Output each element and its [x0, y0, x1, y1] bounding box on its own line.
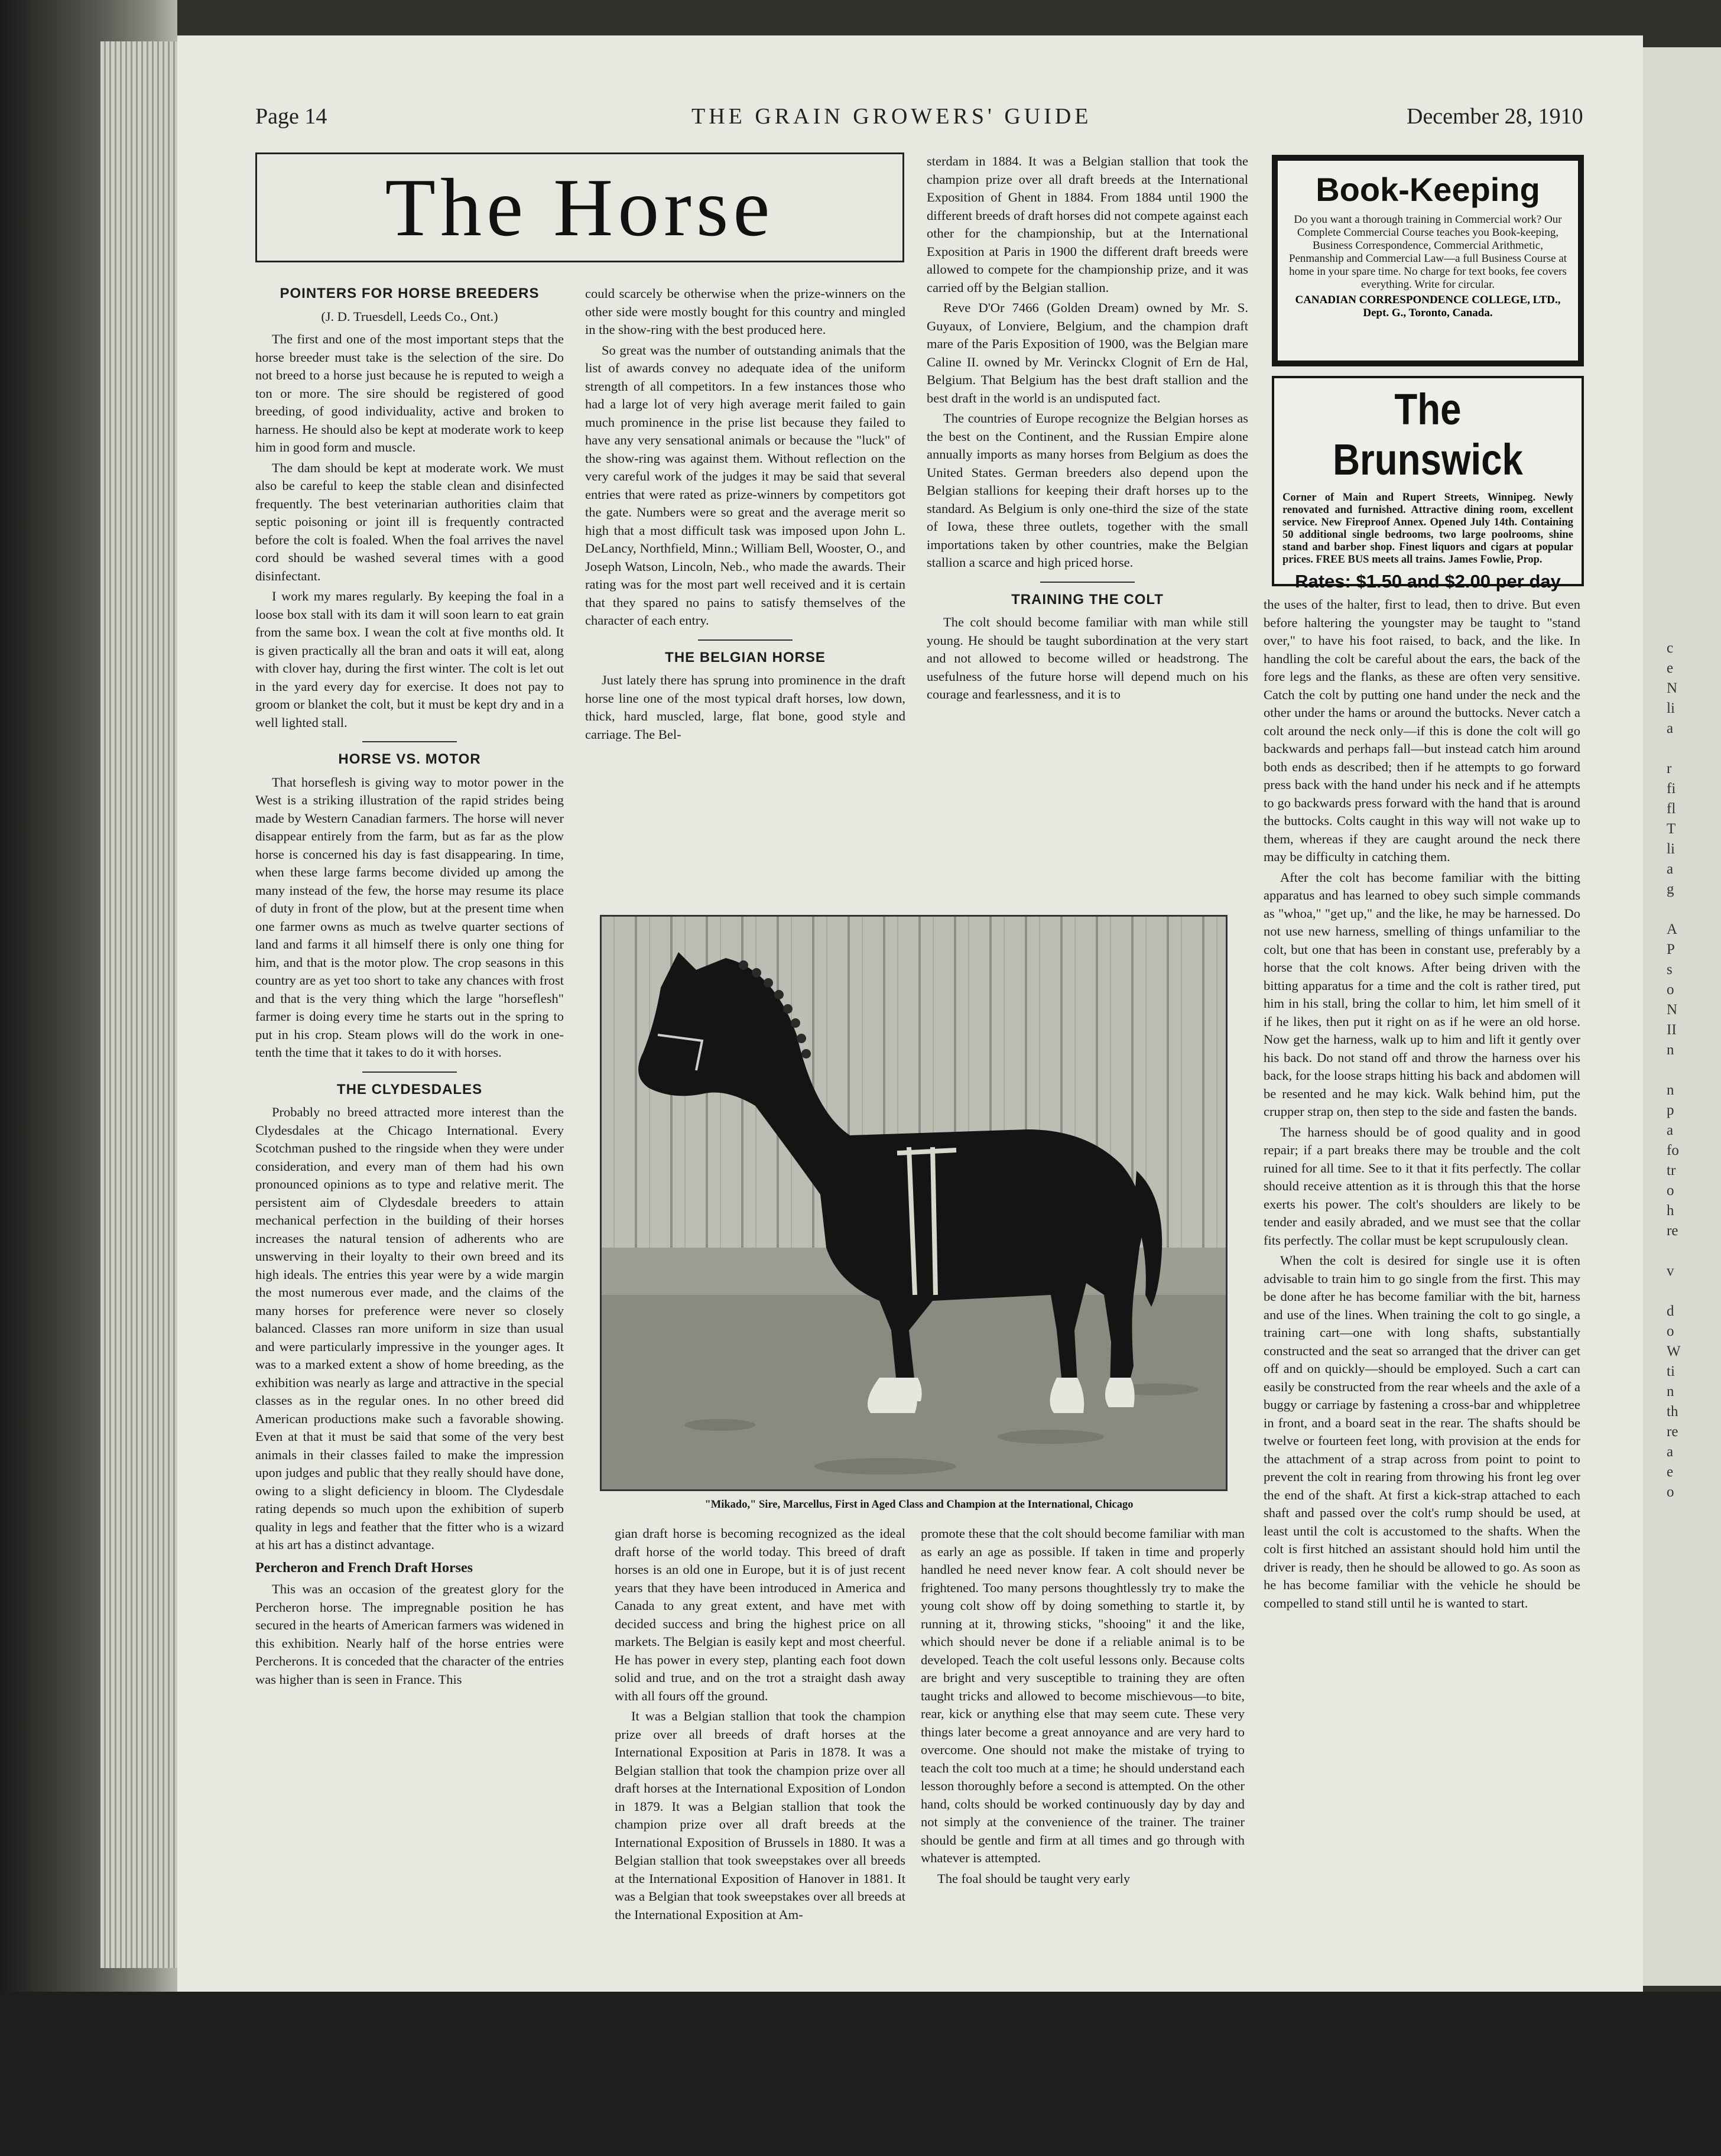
fragment-line: fl	[1667, 801, 1676, 817]
column-1	[255, 285, 564, 1999]
fragment-line: r	[1667, 761, 1672, 777]
ad-title: Book-Keeping	[1316, 171, 1540, 208]
fragment-line: W	[1667, 1343, 1681, 1359]
paragraph: gian draft horse is becoming recognized as the ideal draft horse of the world today. This breed of draft horses is an old one in Europe, but it is of just recent years that they have been introduced in America and Canada to any great extent, and have met with decided success and bring the highest price on all markets. The Belgian is easily kept and most cheerful. He has power in every step, planting each foot down solid and true, and on the trot a straight dash away with all fours off the ground.	[615, 1526, 905, 1703]
issue-date: December 28, 1910	[1407, 104, 1583, 129]
section-rule	[1040, 582, 1135, 583]
headline-training-colt: TRAINING THE COLT	[1011, 591, 1164, 608]
paragraph: could scarcely be otherwise when the prize-winners on the other side were mostly bought for this country and mingled in the show-ring with the best produced here.	[585, 286, 905, 337]
fragment-line: p	[1667, 1102, 1674, 1118]
column-2-upper	[585, 285, 905, 905]
fragment-line: o	[1667, 982, 1674, 998]
paragraph: sterdam in 1884. It was a Belgian stallion that took the champion prize over all draft breeds at the International Exposition of Ghent in 1884. From 1884 until 1900 the different breeds of draft horses did not compete against each other for the championship, but at the International Exposition at Paris in 1900 the different draft breeds were allowed to compete for the championship prize, and it was carried off by the Belgian stallion.	[927, 154, 1248, 295]
stacked-page-edges	[100, 41, 189, 1968]
fragment-line: a	[1667, 1122, 1674, 1138]
fragment-line: e	[1667, 660, 1674, 676]
publication-title: THE GRAIN GROWERS' GUIDE	[691, 104, 1092, 129]
clydesdale-stallion-image	[602, 917, 1226, 1489]
paragraph: So great was the number of outstanding animals that the list of awards convey no adequate idea of the uniform strength of all competitors. In a few instances those who had a large lot of very high average merit failed to gain much prominence in the prise list because they failed to have any very sensational animals or because the "luck" of the show-ring was against them. Without reflection on the very careful work of the judges it may be said that several entries that were rated as prize-winners by competitors got the gate. Numbers were so great and the average merit so high that a most difficult task was imposed upon John L. DeLancy, Northfield, Minn.; William Bell, Wooster, O., and Joseph Watson, Lincoln, Neb., who made the awards. Their rating was for the most part well received and it is certain that they spared no pains to satisfy themselves of the character of each entry.	[585, 342, 905, 628]
fragment-line: T	[1667, 821, 1676, 837]
ad-address: CANADIAN CORRESPONDENCE COLLEGE, LTD., Dept. G., Toronto, Canada.	[1295, 294, 1561, 319]
scan-background	[0, 1992, 1721, 2156]
paragraph: This was an occasion of the greatest glory for the Percheron horse. The impregnable position he has secured in the hearts of American farmers was widened in this exhibition. Nearly half of the horse entries were Percherons. It is conceded that the character of the entries was higher than is seen in France. This	[255, 1582, 564, 1687]
paragraph: Probably no breed attracted more interest than the Clydesdales at the Chicago International. Every Scotchman pushed to the ringside when they were under consideration, and every man of them had his own pronounced opinions as to type and relative merit. The persistent aim of Clydesdale breeders to attain mechanical perfection in the building of their horses increases the natural tension of adherents who are unswerving in their loyalty to their own breed and its high ideals. The entries this year were by a wide margin the most numerous ever made, and the claims of the many horses for preference were never so closely balanced. Classes ran more uniform in size than usual and were particularly impressive in the younger ages. It was to a marked extent a show of home breeding, as the exhibition was nearly as large and attractive in the special classes as in the regular ones. In no other breed did American productions make such a favorable showing. Even at that it must be said that some of the very best animals in their classes failed to make the impression upon judges and public that they really should have done, owing to a slight deficiency in bloom. The Clydesdale rating depends so much upon the exhibition of superb quality in legs and feather that the fitter who is a wizard at his art has a distinct advantage.	[255, 1105, 564, 1552]
paragraph: The first and one of the most important steps that the horse breeder must take is the selection of the sire. Do not breed to a horse just because he is reputed to weigh a ton or more. The sire should be registered of good breeding, of good individuality, active and broken to harness. He should also be kept at moderate work to keep him in good form and muscle.	[255, 332, 564, 454]
fragment-line: o	[1667, 1183, 1674, 1199]
ad-title: The Brunswick	[1333, 385, 1523, 484]
fragment-line	[1667, 739, 1720, 759]
fragment-line	[1667, 900, 1720, 920]
brunswick-advertisement	[1272, 376, 1584, 592]
fragment-line: N	[1667, 680, 1678, 696]
fragment-line: fi	[1667, 781, 1676, 797]
fragment-line: s	[1667, 962, 1673, 978]
column-2-lower	[615, 1525, 905, 2009]
fragment-line: P	[1667, 941, 1675, 957]
fragment-line: d	[1667, 1303, 1674, 1319]
fragment-line: n	[1667, 1384, 1674, 1400]
fragment-line: n	[1667, 1082, 1674, 1098]
paragraph: The countries of Europe recognize the Belgian horses as the best on the Continent, and the Russian Empire alone annually imports as many horses from Belgium as does the United States. German breeders also depend upon the Belgian stallions for keeping their draft horses up to the standard. As Belgium is only one-third the size of the state of Iowa, these three outlets, together with the small importations taken by other countries, make the Belgian stallion a scarce and high priced horse.	[927, 411, 1248, 570]
paragraph: I work my mares regularly. By keeping the foal in a loose box stall with its dam it will soon learn to eat grain from the same box. I wean the colt at five months old. It is given practically all the bran and oats it will eat, along with clover hay, during the first winter. The colt is let out in the yard every day for exercise. It does not pay to groom or blanket the colt, but it must be kept dry and in a well lighted stall.	[255, 589, 564, 730]
fragment-line: g	[1667, 881, 1674, 897]
headline-pointers: POINTERS FOR HORSE BREEDERS	[280, 285, 540, 301]
headline-clydesdales: THE CLYDESDALES	[336, 1081, 483, 1098]
paragraph: the uses of the halter, first to lead, then to drive. But even before haltering the youngster may be taught to "stand over," to have his foot raised, to back, and the like. In handling the colt be careful about the ears, the back of the fore legs and the flanks, as these are often very sensitive. Catch the colt by putting one hand under the neck and the other under the hams or around the buttocks. Never catch a colt around the neck only—if this is done the colt will go backwards and perhaps fall—but instead catch him around both ends as described; then if he attempts to go forward press back with the hand under his neck and if he attempts to go backwards press forward with the hand that is around the buttocks. Colts caught in this way will not wake up to them, whereas if they are caught around the neck there may be difficulty in catching them.	[1264, 597, 1580, 864]
fragment-line: N	[1667, 1002, 1678, 1018]
fragment-line: fo	[1667, 1142, 1679, 1158]
paragraph: After the colt has become familiar with the bitting apparatus and has learned to obey such simple commands as "whoa," "get up," and the like, he may be harnessed. Do not use new harness, smelling of things unfamiliar to the colt, but one that has been in constant use, preferably by a horse that the colt knows. After being driven with the bitting apparatus for a time and the colt is rather tired, put him in his stall, bring the collar to him, let him smell of it if he likes, then put it right on as if he were an old horse. Now get the harness, walk up to him and lift it gently over his back. Do not stand off and throw the harness over his back, for the loose straps hitting his back and abdomen will be resented and he may kick. Walk behind him, put the crupper strap on, then step to the side and fasten the bands.	[1264, 869, 1580, 1119]
section-title: The Horse	[385, 161, 775, 254]
section-rule	[362, 741, 457, 742]
fragment-line	[1667, 1241, 1720, 1261]
headline-belgian-horse: THE BELGIAN HORSE	[665, 649, 826, 665]
subhead-percheron: Percheron and French Draft Horses	[255, 1560, 473, 1576]
photo-caption: "Mikado," Sire, Marcellus, First in Aged Class and Champion at the International, Chicago	[704, 1499, 1134, 1511]
adjacent-page-edge	[1643, 47, 1721, 1986]
column-3-lower	[921, 1525, 1245, 2009]
fragment-line: th	[1667, 1404, 1678, 1420]
bookkeeping-advertisement	[1272, 155, 1584, 366]
fragment-line: re	[1667, 1424, 1678, 1440]
fragment-line: A	[1667, 921, 1678, 937]
paragraph: It was a Belgian stallion that took the champion prize over all breeds of draft horses at the International Exposition at Paris in 1878. It was a Belgian stallion that took the champion prize over all draft horses at the International Exposition of London in 1879. It was a Belgian stallion that took the champion prize over all draft breeds at the International Exposition of Brussels in 1880. It was a Belgian stallion that took sweepstakes over all breeds at the International Exposition of Hanover in 1881. It was a Belgian that took sweepstakes over all breeds at the International Exposition at Am-	[615, 1709, 905, 1922]
fragment-line: a	[1667, 861, 1674, 877]
paragraph: promote these that the colt should become familiar with man as early an age as possible. If taken in time and properly handled he need never know fear. A colt should never be frightened. Too many persons thoughtlessly try to make the young colt show off by doing something to startle it, by running at it, throwing sticks, "shooing" it and the like, which should never be done if a reliable animal is to be developed. Teach the colt useful lessons only. Because colts are bright and very susceptible to training they are often taught tricks and allowed to become mischievous—to bite, rear, kick or anything else that may seem cute. These very things later become a great annoyance and are very hard to overcome. One should not make the mistake of trying to teach the colt too much at a time; he should understand each lesson thoroughly before a second is attempted. On the other hand, colts should be worked continuously day by day and not simply at the convenience of the trainer. The trainer should be gentle and firm at all times and go through with whatever is attempted.	[921, 1526, 1245, 1865]
fragment-line: II	[1667, 1022, 1677, 1038]
paragraph: The colt should become familiar with man while still young. He should be taught subordination at the very start and not allowed to become willed or headstrong. The usefulness of the future horse will depend much on his courage and fearlessness, and it is to	[927, 615, 1248, 702]
section-rule	[698, 639, 793, 641]
page-number: Page 14	[255, 104, 327, 129]
fragment-line: ti	[1667, 1363, 1675, 1379]
paragraph: That horseflesh is giving way to motor power in the West is a striking illustration of the rapid strides being made by Western Canadian farmers. The horse will never disappear entirely from the farm, but as far as the plow horse is concerned his day is fast disappearing. In time, when these large farms become divided up among the many instead of the few, the horse may resume its place of duty in front of the plow, but at the present time when one farmer owns as much as twelve quarter sections of land and farms it all himself there is only one thing for him, and that is the motor plow. The crop seasons in this country are as yet too short to take any chances with frost and that is the very thing which the large "horseflesh" farmer is doing every time he starts out in the spring to put in his crop. Steam plows will do the work in one-tenth the time that it takes to do it with horses.	[255, 774, 564, 1060]
section-rule	[362, 1071, 457, 1073]
paragraph: When the colt is desired for single use it is often advisable to train him to go single from the first. This may be done after he has become familiar with the bit, harness and use of the lines. When training the colt to go single, a training cart—one with long shafts, substantially constructed and the seat so arranged that the driver can get off and on quickly—should be employed. Such a cart can easily be constructed from the rear wheels and the axle of a buggy or carriage by fastening a cross-bar and whippletree in front, and a board seat in the rear. The shafts should be twelve or fourteen feet long, with provision at the ends for the attachment of a strap across from point to point to prevent the colt in rearing from throwing his front leg over the end of the shaft. At first a kick-strap attached to each shaft and passed over the colt's rump should be used, at least until the colt is accustomed to the shafts. When the colt is first hitched an assistant should hold him until the driver is ready, then he should be allowed to go. As soon as he has become familiar with the vehicle he should be compelled to stand still until he is wanted to start.	[1264, 1253, 1580, 1610]
paragraph: The harness should be of good quality and in good repair; if a part breaks there may be trouble and the colt ruined for all time. See to it that it fits perfectly. The collar should receive attention as it is through this that the horse exerts his power. The colt's shoulders are likely to be tender and easily abraded, and we must see that the collar fits perfectly. The collar must be kept scrupulously clean.	[1264, 1124, 1580, 1248]
fragment-line	[1667, 1060, 1720, 1080]
fragment-line: e	[1667, 1464, 1674, 1480]
fragment-line: v	[1667, 1263, 1674, 1279]
ad-rates: Rates: $1.50 and $2.00 per day	[1295, 571, 1561, 592]
fragment-line: c	[1667, 640, 1674, 656]
paragraph: Reve D'Or 7466 (Golden Dream) owned by Mr. S. Guyaux, of Lonviere, Belgium, and the champion draft mare of the Paris Exposition of 1900, was the Belgian mare Caline II. owned by Mr. Verinckx Clognit of Ern de Hal, Belgium. That Belgium has the best draft stallion and the best draft in the world is an undisputed fact.	[927, 300, 1248, 405]
paragraph: The foal should be taught very early	[937, 1871, 1131, 1886]
section-title-box	[255, 152, 904, 262]
fragment-line: a	[1667, 720, 1674, 736]
fragment-line	[1667, 1281, 1720, 1301]
ad-body: Corner of Main and Rupert Streets, Winnipeg. Newly renovated and furnished. Attractive dining room, excellent service. New Fireproof Annex. Opened July 14th. Containing 50 additional single bedrooms, two large poolrooms, shine stand and barber shop. Finest liquors and cigars at popular prices. FREE BUS meets all trains. James Fowlie, Prop.	[1282, 492, 1573, 566]
fragment-line: li	[1667, 841, 1675, 857]
column-4	[1264, 596, 1580, 2002]
byline: (J. D. Truesdell, Leeds Co., Ont.)	[321, 309, 498, 324]
fragment-line: n	[1667, 1042, 1674, 1058]
headline-horse-vs-motor: HORSE VS. MOTOR	[338, 751, 481, 767]
ad-body: Do you want a thorough training in Commercial work? Our Complete Commercial Course teaches you Book-keeping, Business Correspondence, Commercial Arithmetic, Penmanship and Commercial Law—a full Business Course at home in your spare time. No charge for text books, fee covers everything. Write for circular.	[1288, 213, 1567, 291]
fragment-line: tr	[1667, 1163, 1676, 1178]
adjacent-page-text-fragment	[1667, 638, 1720, 1502]
paragraph: Just lately there has sprung into prominence in the draft horse line one of the most typical draft horses, low down, thick, hard muscled, large, flat bone, good style and carriage. The Bel-	[585, 673, 905, 742]
fragment-line: li	[1667, 700, 1675, 716]
column-3-upper	[927, 152, 1248, 909]
fragment-line: a	[1667, 1444, 1674, 1460]
fragment-line: o	[1667, 1323, 1674, 1339]
fragment-line: h	[1667, 1203, 1674, 1219]
horse-photograph	[600, 915, 1228, 1491]
paragraph: The dam should be kept at moderate work. We must also be careful to keep the stable clean and disinfected frequently. The best veterinarian authorities claim that septic poisoning or joint ill is frequently contracted before the colt is foaled. When the foal arrives the navel cord should be washed several times with a good disinfectant.	[255, 460, 564, 583]
fragment-line: o	[1667, 1484, 1674, 1500]
fragment-line: re	[1667, 1223, 1678, 1239]
